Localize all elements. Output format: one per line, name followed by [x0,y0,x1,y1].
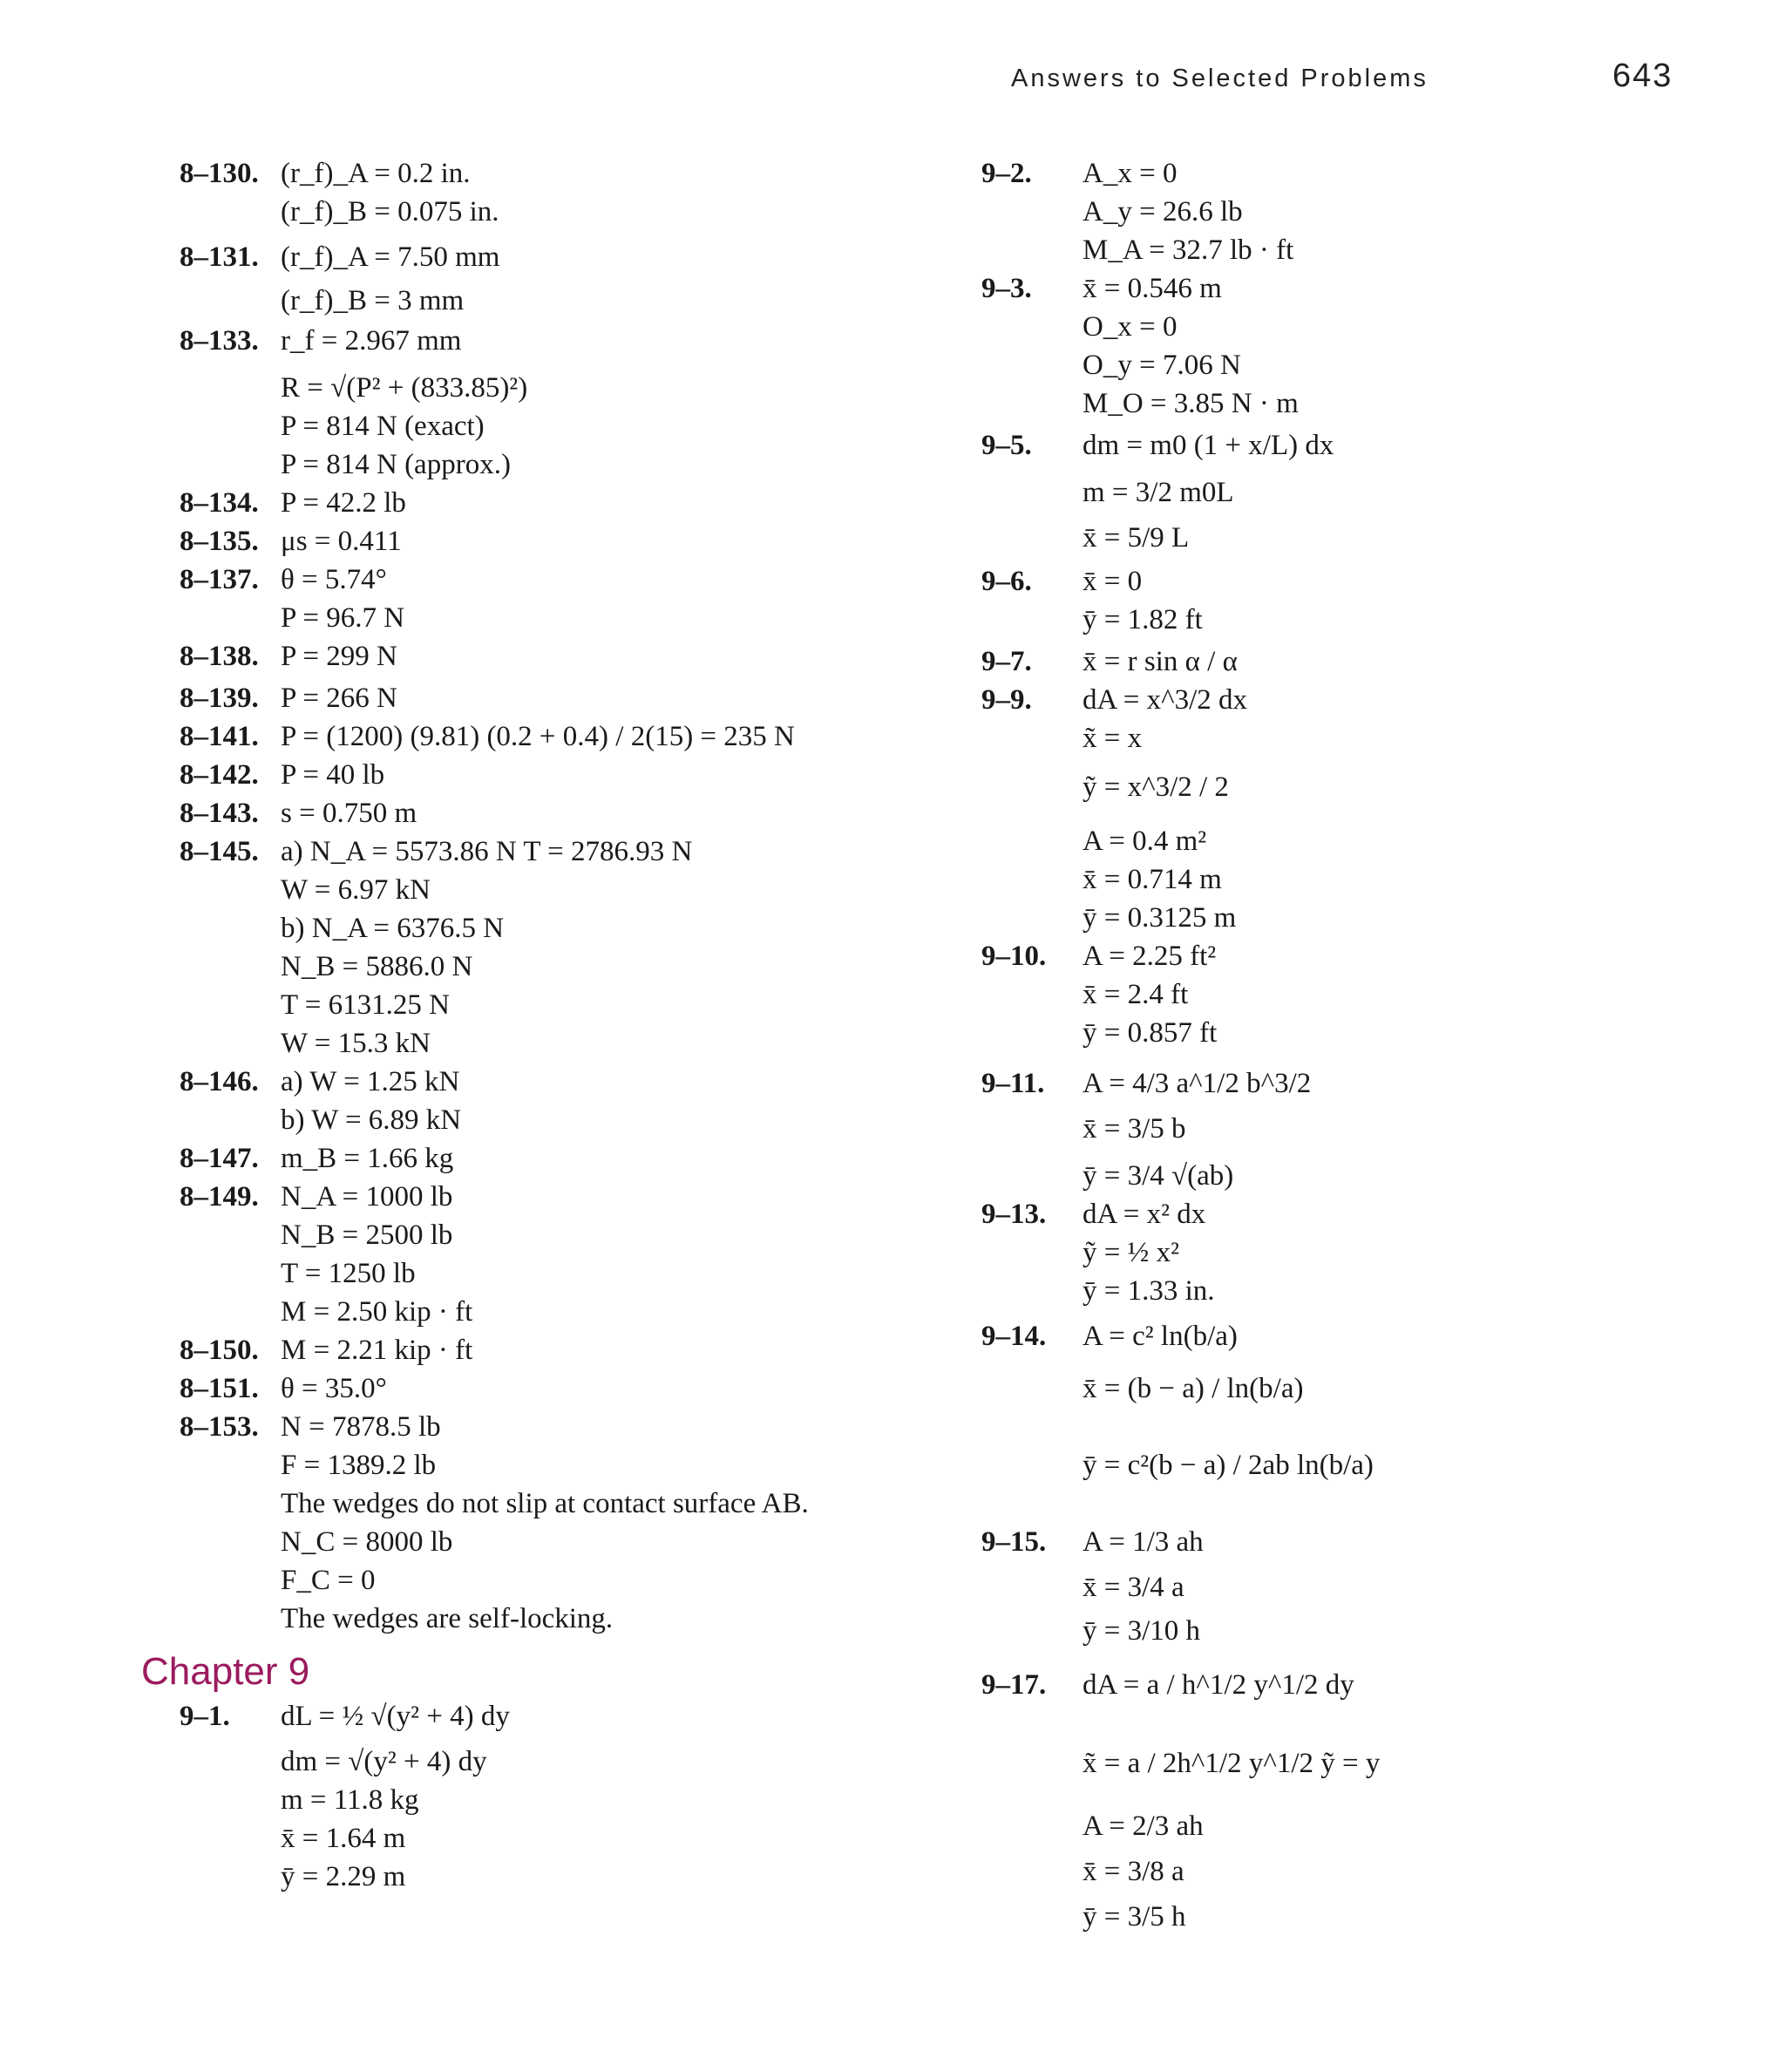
answer-expression: P = 40 lb [281,759,385,791]
problem-number: 9–15. [981,1526,1047,1558]
answer-expression: A = 2/3 ah [1083,1810,1204,1842]
answer-expression: M_A = 32.7 lb · ft [1083,234,1294,266]
answer-expression: x̄ = 1.64 m [281,1823,406,1854]
answer-expression: ȳ = 0.3125 m [1083,902,1237,934]
answer-expression: dA = a / h^1/2 y^1/2 dy [1083,1669,1354,1701]
problem-number: 9–5. [981,430,1032,461]
answer-expression: N = 7878.5 lb [281,1411,441,1443]
problem-number: 8–139. [180,683,259,714]
answer-expression: A = 2.25 ft² [1083,941,1217,972]
answer-expression: x̄ = 0 [1083,566,1143,597]
answer-expression: ȳ = c²(b − a) / 2ab ln(b/a) [1083,1450,1374,1481]
answer-expression: ȳ = 0.857 ft [1083,1017,1218,1049]
answer-expression: P = 266 N [281,683,397,714]
answer-expression: A = c² ln(b/a) [1083,1321,1238,1352]
problem-number: 8–133. [180,325,259,357]
answer-expression: x̄ = 0.714 m [1083,864,1222,895]
problem-number: 8–130. [180,158,259,189]
problem-number: 9–7. [981,646,1032,677]
problem-number: 8–142. [180,759,259,791]
problem-number: 8–137. [180,564,259,595]
answer-expression: P = 42.2 lb [281,487,406,519]
answer-expression: N_B = 5886.0 N [281,951,473,982]
problem-number: 8–141. [180,721,259,752]
answer-expression: s = 0.750 m [281,798,417,829]
answer-expression: dA = x^3/2 dx [1083,684,1248,716]
answer-expression: O_y = 7.06 N [1083,350,1241,381]
answer-expression: M = 2.21 kip · ft [281,1335,473,1366]
answer-expression: x̄ = r sin α / α [1083,646,1238,677]
answer-expression: R = √(P² + (833.85)²) [281,372,528,404]
answer-expression: dL = ½ √(y² + 4) dy [281,1701,510,1732]
answer-expression: A = 4/3 a^1/2 b^3/2 [1083,1068,1312,1099]
answer-expression: N_A = 1000 lb [281,1181,453,1213]
answer-expression: (r_f)_B = 0.075 in. [281,196,499,228]
answer-expression: M = 2.50 kip · ft [281,1296,473,1328]
answer-expression: m = 3/2 m0L [1083,477,1234,508]
answer-expression: A_x = 0 [1083,158,1178,189]
problem-number: 9–13. [981,1199,1047,1230]
problem-number: 9–9. [981,684,1032,716]
problem-number: 9–6. [981,566,1032,597]
answer-expression: x̄ = 3/5 b [1083,1113,1186,1145]
answer-expression: a) W = 1.25 kN [281,1066,460,1097]
answer-expression: μs = 0.411 [281,526,402,557]
answer-expression: F = 1389.2 lb [281,1450,437,1481]
answer-expression: W = 15.3 kN [281,1028,431,1059]
problem-number: 9–1. [180,1701,230,1732]
answer-expression: r_f = 2.967 mm [281,325,462,357]
answer-expression: N_B = 2500 lb [281,1219,453,1251]
chapter-heading: Chapter 9 [141,1650,310,1693]
problem-number: 9–14. [981,1321,1047,1352]
problem-number: 9–2. [981,158,1032,189]
answer-expression: dm = √(y² + 4) dy [281,1746,487,1777]
problem-number: 9–3. [981,273,1032,304]
answer-expression: F_C = 0 [281,1565,376,1596]
answer-expression: O_x = 0 [1083,311,1178,343]
answer-expression: W = 6.97 kN [281,874,431,906]
answer-expression: P = 96.7 N [281,602,405,634]
answer-expression: ỹ = x^3/2 / 2 [1083,771,1229,803]
answer-expression: A_y = 26.6 lb [1083,196,1243,228]
page-number: 643 [1612,58,1673,94]
answer-expression: x̄ = 3/8 a [1083,1856,1184,1887]
answer-expression: m = 11.8 kg [281,1784,419,1816]
answer-expression: x̄ = 0.546 m [1083,273,1222,304]
answer-expression: a) N_A = 5573.86 N T = 2786.93 N [281,836,693,867]
problem-number: 8–143. [180,798,259,829]
answer-expression: P = 299 N [281,641,397,672]
answer-expression: x̃ = a / 2h^1/2 y^1/2 ỹ = y [1083,1748,1381,1779]
answer-expression: N_C = 8000 lb [281,1526,453,1558]
answer-expression: ȳ = 2.29 m [281,1861,406,1892]
answer-expression: (r_f)_A = 7.50 mm [281,241,500,273]
problem-number: 8–145. [180,836,259,867]
answer-expression: x̄ = 5/9 L [1083,522,1190,554]
answer-expression: x̄ = 2.4 ft [1083,979,1189,1010]
problem-number: 9–10. [981,941,1047,972]
problem-number: 8–153. [180,1411,259,1443]
answer-expression: T = 1250 lb [281,1258,416,1289]
problem-number: 9–17. [981,1669,1047,1701]
problem-number: 9–11. [981,1068,1045,1099]
answer-expression: dA = x² dx [1083,1199,1206,1230]
problem-number: 8–150. [180,1335,259,1366]
problem-number: 8–149. [180,1181,259,1213]
answer-expression: (r_f)_A = 0.2 in. [281,158,471,189]
answer-expression: P = (1200) (9.81) (0.2 + 0.4) / 2(15) = 235 N [281,721,795,752]
answer-expression: θ = 35.0° [281,1373,387,1404]
problem-number: 8–147. [180,1143,259,1174]
answer-expression: ȳ = 3/10 h [1083,1615,1201,1647]
answer-expression: A = 1/3 ah [1083,1526,1204,1558]
problem-number: 8–138. [180,641,259,672]
answer-expression: x̄ = (b − a) / ln(b/a) [1083,1373,1304,1404]
problem-number: 8–134. [180,487,259,519]
answer-expression: ȳ = 1.33 in. [1083,1275,1215,1307]
answer-expression: x̃ = x [1083,723,1143,754]
answer-expression: P = 814 N (approx.) [281,449,511,480]
answer-expression: P = 814 N (exact) [281,411,485,442]
answer-expression: The wedges do not slip at contact surface AB. [281,1488,809,1519]
answer-expression: b) N_A = 6376.5 N [281,913,505,944]
problem-number: 8–146. [180,1066,259,1097]
header-title: Answers to Selected Problems [1011,65,1429,92]
answer-expression: θ = 5.74° [281,564,387,595]
answer-expression: dm = m0 (1 + x/L) dx [1083,430,1334,461]
answer-expression: ȳ = 3/5 h [1083,1901,1186,1933]
answer-expression: T = 6131.25 N [281,989,451,1021]
problem-number: 8–135. [180,526,259,557]
problem-number: 8–131. [180,241,259,273]
answer-expression: ȳ = 3/4 √(ab) [1083,1160,1234,1192]
answer-expression: m_B = 1.66 kg [281,1143,454,1174]
answer-expression: ỹ = ½ x² [1083,1237,1180,1268]
problem-number: 8–151. [180,1373,259,1404]
answer-expression: b) W = 6.89 kN [281,1104,462,1136]
answer-expression: x̄ = 3/4 a [1083,1572,1184,1603]
answer-expression: The wedges are self-locking. [281,1603,614,1634]
answer-expression: M_O = 3.85 N · m [1083,388,1299,419]
answer-expression: ȳ = 1.82 ft [1083,604,1203,635]
answer-expression: A = 0.4 m² [1083,825,1207,857]
answer-expression: (r_f)_B = 3 mm [281,285,465,316]
